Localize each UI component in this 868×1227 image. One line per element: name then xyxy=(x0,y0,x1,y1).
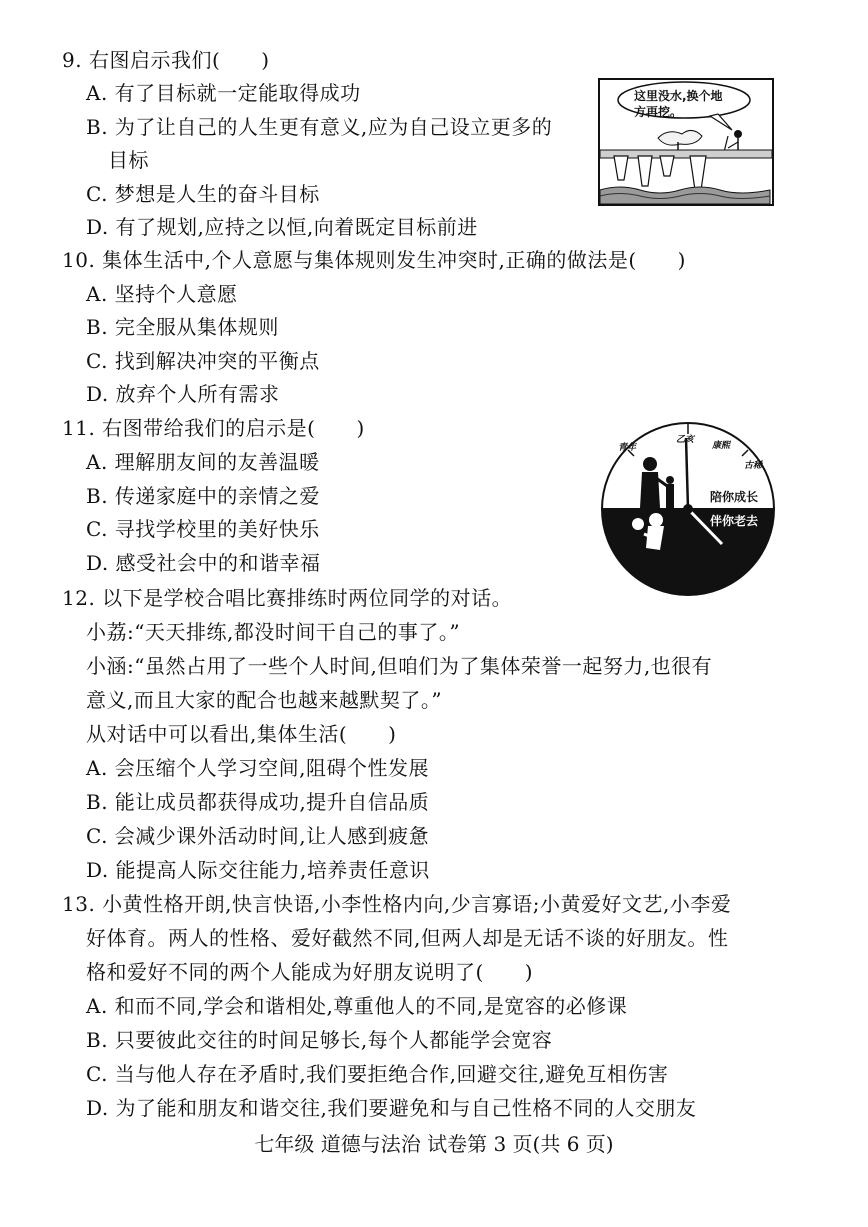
clock-top-label-2: 乙亥 xyxy=(676,435,695,445)
dig-well-bubble-line2: 方再挖。 xyxy=(634,105,683,119)
q13-option-c: C. 当与他人存在矛盾时,我们要拒绝合作,回避交往,避免互相伤害 xyxy=(86,1062,669,1086)
q13-stem-1: 13. 小黄性格开朗,快言快语,小李性格内向,少言寡语;小黄爱好文艺,小李爱 xyxy=(62,892,732,916)
page-footer: 七年级 道德与法治 试卷第 3 页(共 6 页) xyxy=(254,1132,614,1156)
q11-option-a: A. 理解朋友间的友善温暖 xyxy=(86,450,320,474)
q9-option-c: C. 梦想是人生的奋斗目标 xyxy=(86,182,320,206)
dig-well-cartoon xyxy=(598,78,774,206)
q12-stem: 12. 以下是学校合唱比赛排练时两位同学的对话。 xyxy=(62,586,513,610)
clock-label-age: 伴你老去 xyxy=(710,514,759,528)
q10-stem: 10. 集体生活中,个人意愿与集体规则发生冲突时,正确的做法是( ) xyxy=(62,248,686,272)
q13-option-b: B. 只要彼此交往的时间足够长,每个人都能学会宽容 xyxy=(86,1028,553,1052)
clock-top-label-3: 康熙 xyxy=(712,441,731,451)
q12-dialog-1: 小荔:“天天排练,都没时间干自己的事了。” xyxy=(86,620,461,644)
q12-option-a: A. 会压缩个人学习空间,阻碍个性发展 xyxy=(86,756,430,780)
q10-option-b: B. 完全服从集体规则 xyxy=(86,315,279,339)
q9-option-b-cont: 目标 xyxy=(108,148,149,172)
q13-option-d: D. 为了能和朋友和谐交往,我们要避免和与自己性格不同的人交朋友 xyxy=(86,1096,697,1120)
q13-option-a: A. 和而不同,学会和谐相处,尊重他人的不同,是宽容的必修课 xyxy=(86,994,628,1018)
q11-stem: 11. 右图带给我们的启示是( ) xyxy=(62,416,365,440)
clock-top-label-1: 青年 xyxy=(618,443,637,453)
q9-option-b: B. 为了让自己的人生更有意义,应为自己设立更多的 xyxy=(86,115,553,139)
q10-option-d: D. 放弃个人所有需求 xyxy=(86,382,280,406)
q9-stem: 9. 右图启示我们( ) xyxy=(62,48,270,72)
clock-illustration xyxy=(598,420,778,598)
q10-option-a: A. 坚持个人意愿 xyxy=(86,282,238,306)
clock-top-label-4: 古稀 xyxy=(744,461,763,471)
q13-stem-3: 格和爱好不同的两个人能成为好朋友说明了( ) xyxy=(86,960,534,984)
q12-dialog-3: 意义,而且大家的配合也越来越默契了。” xyxy=(86,688,443,712)
q11-option-d: D. 感受社会中的和谐幸福 xyxy=(86,551,321,575)
dig-well-bubble-line1: 这里没水,换个地 xyxy=(634,89,723,103)
q10-option-c: C. 找到解决冲突的平衡点 xyxy=(86,349,320,373)
clock-label-grow: 陪你成长 xyxy=(710,490,759,504)
q11-option-c: C. 寻找学校里的美好快乐 xyxy=(86,517,320,541)
q9-option-d: D. 有了规划,应持之以恒,向着既定目标前进 xyxy=(86,215,478,239)
q12-dialog-4: 从对话中可以看出,集体生活( ) xyxy=(86,722,397,746)
q13-stem-2: 好体育。两人的性格、爱好截然不同,但两人却是无话不谈的好朋友。性 xyxy=(86,926,729,950)
q12-option-b: B. 能让成员都获得成功,提升自信品质 xyxy=(86,790,430,814)
q11-option-b: B. 传递家庭中的亲情之爱 xyxy=(86,484,320,508)
q12-option-c: C. 会减少课外活动时间,让人感到疲惫 xyxy=(86,824,430,848)
q12-dialog-2: 小涵:“虽然占用了一些个人时间,但咱们为了集体荣誉一起努力,也很有 xyxy=(86,654,713,678)
q9-option-a: A. 有了目标就一定能取得成功 xyxy=(86,81,361,105)
q12-option-d: D. 能提高人际交往能力,培养责任意识 xyxy=(86,858,430,882)
